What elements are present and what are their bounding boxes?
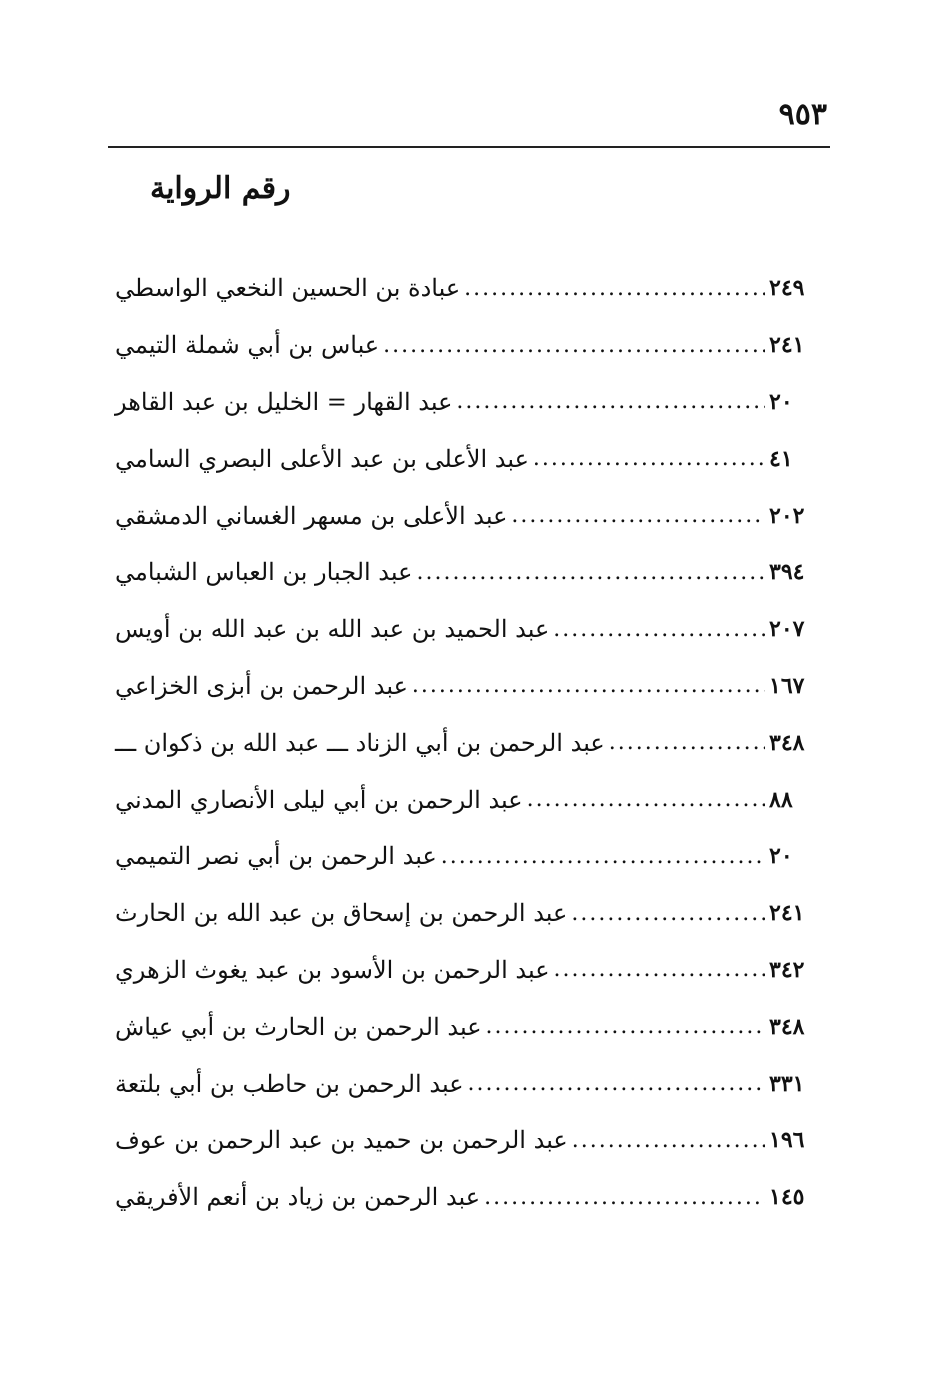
index-entry xyxy=(115,317,825,374)
entry-narration-number: ٢٤١ xyxy=(769,900,805,927)
dot-leader xyxy=(527,787,765,812)
dot-leader xyxy=(441,844,765,869)
entry-name: عبد الرحمن بن حميد بن عبد الرحمن بن عوف xyxy=(115,1126,568,1155)
dot-leader xyxy=(412,673,765,698)
entry-name: عبد الجبار بن العباس الشبامي xyxy=(115,558,413,587)
index-entry xyxy=(115,1169,825,1226)
dot-leader xyxy=(456,389,765,414)
index-entry xyxy=(115,885,825,942)
dot-leader xyxy=(416,560,765,585)
index-entry xyxy=(115,828,825,885)
entry-name: عبادة بن الحسين النخعي الواسطي xyxy=(115,274,461,303)
column-heading: رقم الرواية xyxy=(150,171,291,206)
dot-leader xyxy=(511,503,765,528)
entry-name: عبد الرحمن بن أبزى الخزاعي xyxy=(115,671,408,700)
entry-name: عباس بن أبي شملة التيمي xyxy=(115,331,380,360)
dot-leader xyxy=(484,1185,765,1210)
entry-narration-number: ١٤٥ xyxy=(769,1184,805,1211)
entry-narration-number: ١٩٦ xyxy=(769,1127,805,1154)
entry-name: عبد الرحمن بن أبي ليلى الأنصاري المدني xyxy=(115,785,523,814)
index-entry xyxy=(115,942,825,999)
index-entry xyxy=(115,998,825,1055)
entry-narration-number: ١٦٧ xyxy=(769,672,805,699)
index-entry xyxy=(115,487,825,544)
entry-narration-number: ٣٣١ xyxy=(769,1070,805,1097)
index-entry xyxy=(115,1055,825,1112)
entry-name: عبد الرحمن بن أبي الزناد ـــ عبد الله بن ذكوان ـــ xyxy=(115,728,605,757)
dot-leader xyxy=(533,446,765,471)
index-entry xyxy=(115,714,825,771)
entry-narration-number: ٢٠٢ xyxy=(769,502,805,529)
entry-narration-number: ٢٠ xyxy=(769,843,793,870)
entry-narration-number: ٣٤٨ xyxy=(769,729,805,756)
entry-narration-number: ٢٤٩ xyxy=(769,275,805,302)
entry-narration-number: ٣٤٢ xyxy=(769,956,805,983)
index-entry xyxy=(115,544,825,601)
entry-name: عبد الرحمن بن حاطب بن أبي بلتعة xyxy=(115,1069,464,1098)
entry-name: عبد الرحمن بن إسحاق بن عبد الله بن الحارث xyxy=(115,899,568,928)
index-entry xyxy=(115,601,825,658)
entry-name: عبد الأعلى بن عبد الأعلى البصري السامي xyxy=(115,444,529,473)
index-entry xyxy=(115,430,825,487)
index-entry xyxy=(115,374,825,431)
header-rule xyxy=(108,146,830,148)
entry-name: عبد الرحمن بن زياد بن أنعم الأفريقي xyxy=(115,1183,481,1212)
index-entry xyxy=(115,658,825,715)
index-entry xyxy=(115,260,825,317)
entry-narration-number: ٨٨ xyxy=(769,786,793,813)
entry-narration-number: ٣٤٨ xyxy=(769,1013,805,1040)
entry-name: عبد الرحمن بن أبي نصر التميمي xyxy=(115,842,437,871)
index-entry xyxy=(115,1112,825,1169)
entry-narration-number: ٢٤١ xyxy=(769,332,805,359)
entry-name: عبد الأعلى بن مسهر الغساني الدمشقي xyxy=(115,501,508,530)
index-entries-list xyxy=(115,260,825,1226)
dot-leader xyxy=(609,730,765,755)
entry-name: عبد القهار = الخليل بن عبد القاهر xyxy=(115,387,453,416)
entry-name: عبد الحميد بن عبد الله بن عبد الله بن أويس xyxy=(115,615,550,644)
index-entry xyxy=(115,771,825,828)
dot-leader xyxy=(571,901,765,926)
entry-narration-number: ٤١ xyxy=(769,445,793,472)
entry-narration-number: ٣٩٤ xyxy=(769,559,805,586)
page-number: ٩٥٣ xyxy=(778,97,827,132)
dot-leader xyxy=(383,333,765,358)
entry-narration-number: ٢٠٧ xyxy=(769,616,805,643)
dot-leader xyxy=(553,617,765,642)
entry-name: عبد الرحمن بن الأسود بن عبد يغوث الزهري xyxy=(115,955,550,984)
dot-leader xyxy=(468,1071,765,1096)
dot-leader xyxy=(554,957,765,982)
dot-leader xyxy=(464,276,765,301)
dot-leader xyxy=(572,1128,765,1153)
entry-name: عبد الرحمن بن الحارث بن أبي عياش xyxy=(115,1012,482,1041)
entry-narration-number: ٢٠ xyxy=(769,388,793,415)
dot-leader xyxy=(486,1014,765,1039)
